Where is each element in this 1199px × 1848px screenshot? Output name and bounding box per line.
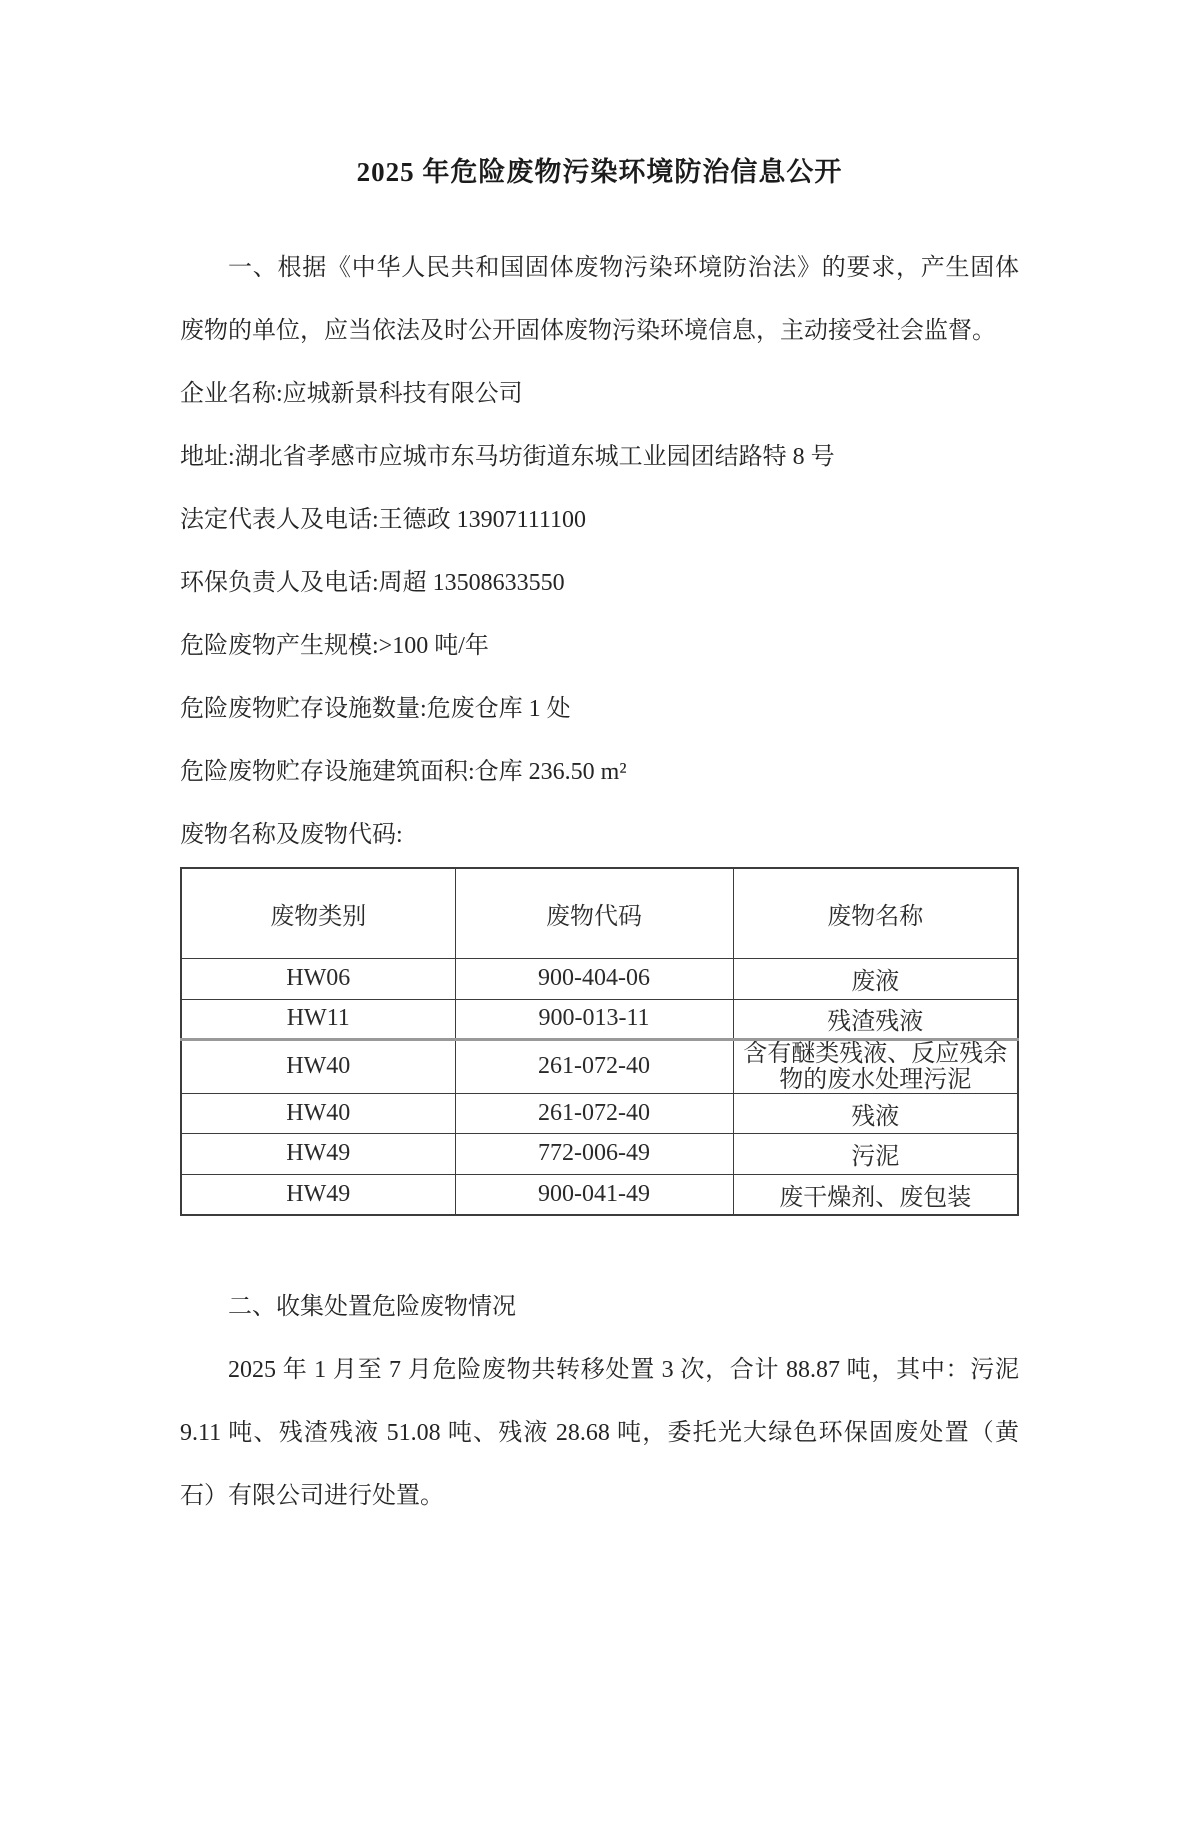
table-row [181,1133,1018,1174]
table-row [181,1039,1018,1093]
table-cell-name: 残渣残液 [733,999,1018,1039]
table-row [181,958,1018,999]
document-body [0,152,1199,1848]
table-header-waste-name: 废物名称 [733,868,1018,958]
section-two-paragraph: 2025 年 1 月至 7 月危险废物共转移处置 3 次，合计 88.87 吨，其中：污泥 9.11 吨、残渣残液 51.08 吨、残液 28.68 吨，委托光大绿色环保固废处置（黄石）有限公司进行处置。 [180,1357,1019,1509]
table-cell-name: 废液 [733,958,1018,999]
table-row [181,1174,1018,1215]
table-cell-category: HW49 [181,1174,455,1215]
table-cell-category: HW11 [181,999,455,1039]
document-page [0,152,1199,1848]
table-cell-code: 772-006-49 [455,1133,733,1174]
table-cell-code: 900-013-11 [455,999,733,1039]
table-cell-name: 废干燥剂、废包装 [733,1174,1018,1215]
table-cell-code: 900-041-49 [455,1174,733,1215]
field-line-legal-representative: 法定代表人及电话:王德政 13907111100 [180,507,586,533]
table-cell-category: HW40 [181,1039,455,1093]
intro-paragraph: 一、根据《中华人民共和国固体废物污染环境防治法》的要求，产生固体废物的单位，应当依法及时公开固体废物污染环境信息，主动接受社会监督。 [180,255,1019,344]
field-line-waste-code-caption: 废物名称及废物代码: [180,822,403,848]
table-cell-category: HW49 [181,1133,455,1174]
table-cell-name: 含有醚类残液、反应残余物的废水处理污泥 [733,1039,1018,1093]
table-row [181,999,1018,1039]
table-cell-code: 261-072-40 [455,1039,733,1093]
section-one [180,237,1019,1216]
table-cell-code: 900-404-06 [455,958,733,999]
section-two [180,1276,1019,1528]
waste-code-table [180,867,1019,1216]
table-cell-code: 261-072-40 [455,1093,733,1133]
field-line-env-officer: 环保负责人及电话:周超 13508633550 [180,570,565,596]
table-cell-category: HW40 [181,1093,455,1133]
table-cell-name: 污泥 [733,1133,1018,1174]
section-two-heading: 二、收集处置危险废物情况 [228,1294,516,1320]
table-row [181,1093,1018,1133]
field-line-storage-facility-area: 危险废物贮存设施建筑面积:仓库 236.50 m² [180,759,627,785]
field-line-address: 地址:湖北省孝感市应城市东马坊街道东城工业园团结路特 8 号 [180,444,835,470]
table-cell-name: 残液 [733,1093,1018,1133]
field-line-production-scale: 危险废物产生规模:>100 吨/年 [180,633,489,659]
table-header-waste-category: 废物类别 [181,868,455,958]
field-line-company-name: 企业名称:应城新景科技有限公司 [180,381,523,407]
table-header-row [181,868,1018,958]
document-title: 2025 年危险废物污染环境防治信息公开 [356,157,843,187]
table-cell-category: HW06 [181,958,455,999]
table-header-waste-code: 废物代码 [455,868,733,958]
field-line-storage-facility-count: 危险废物贮存设施数量:危废仓库 1 处 [180,696,571,722]
